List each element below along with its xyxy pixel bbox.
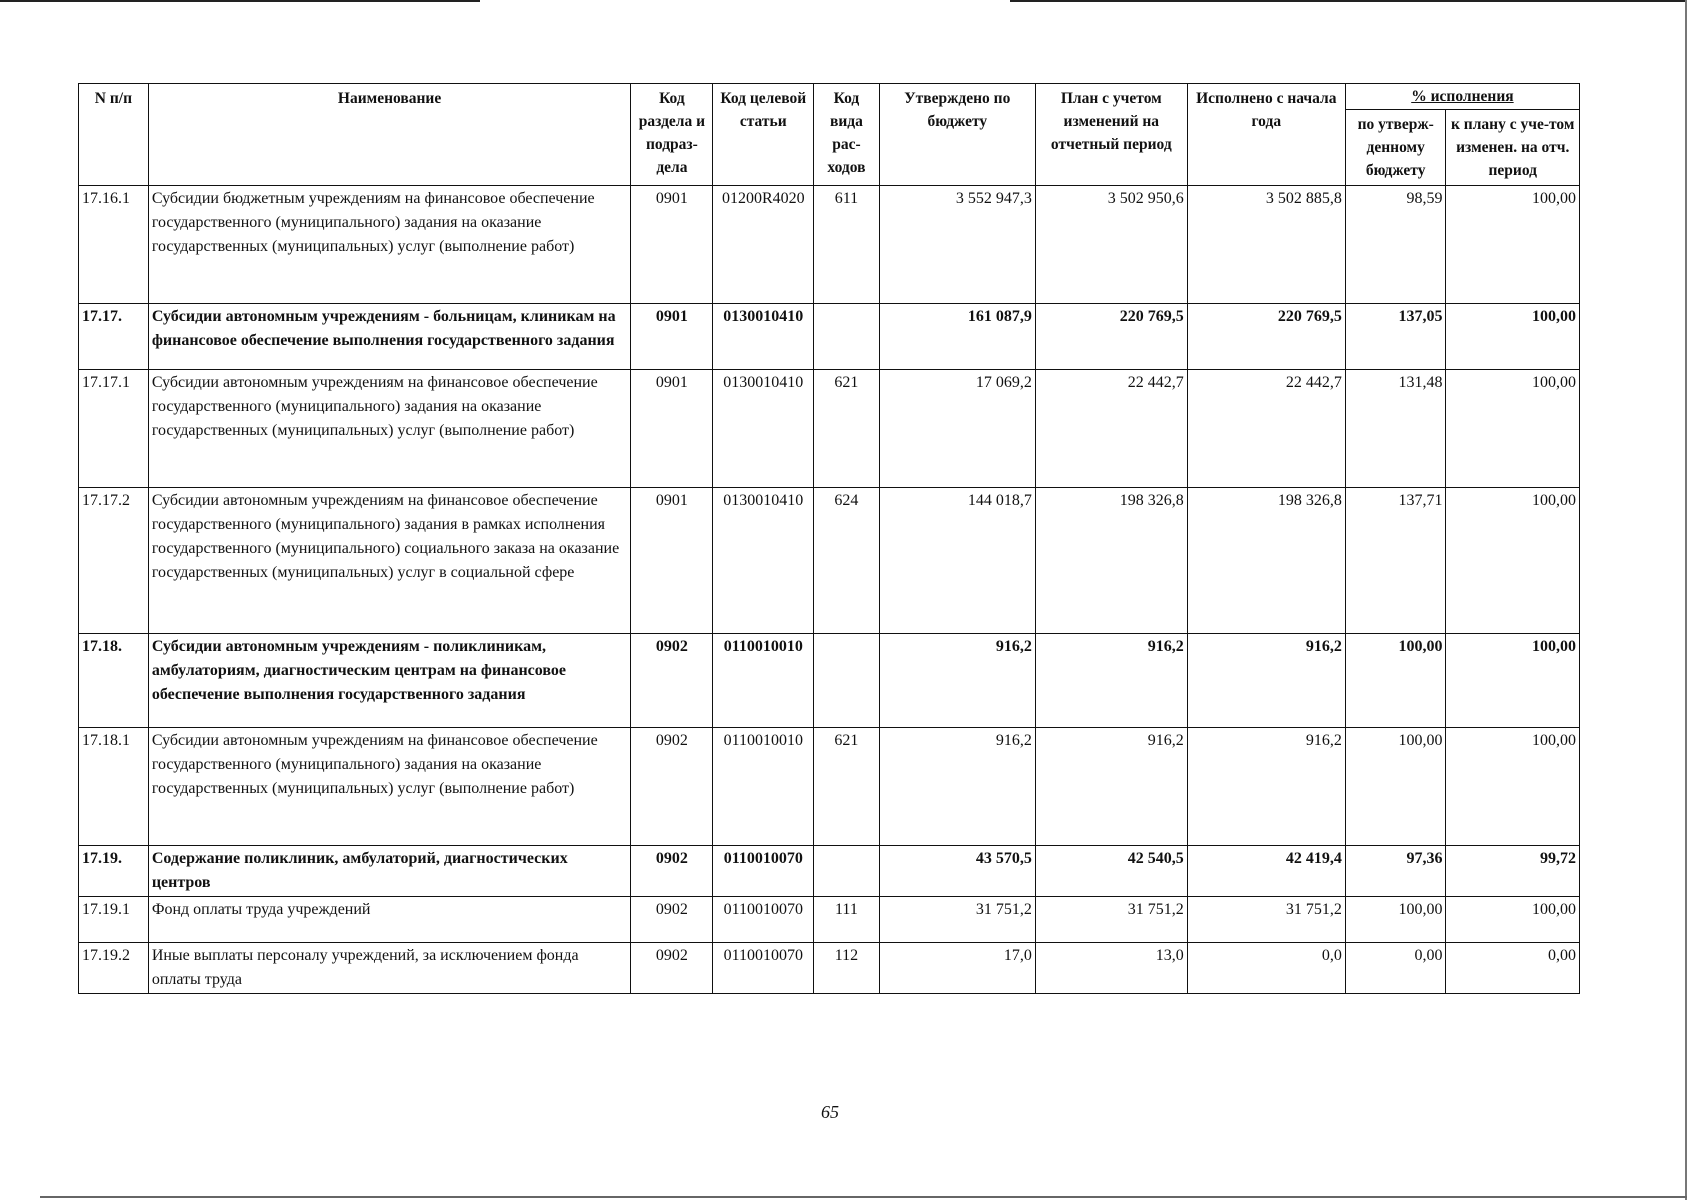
table-row	[79, 304, 1580, 370]
row-executed: 916,2	[1187, 634, 1345, 728]
row-name: Субсидии автономным учреждениям на финансовое обеспечение государственного (муниципального) задания в рамках исполнения государственного (муниципального) социального заказа на оказание государственных (муниципальных) услуг в социальной сфере	[148, 488, 631, 634]
header-approved: Утверждено по бюджету	[879, 84, 1035, 186]
row-approved: 17 069,2	[879, 370, 1035, 488]
row-expense-code: 611	[814, 186, 880, 304]
row-number: 17.17.2	[79, 488, 149, 634]
header-pct-approved: по утверж-денному бюджету	[1345, 110, 1446, 186]
row-pct-plan: 0,00	[1446, 943, 1580, 994]
row-executed: 31 751,2	[1187, 897, 1345, 943]
row-pct-plan: 100,00	[1446, 728, 1580, 846]
scan-edge-bottom	[40, 1196, 1687, 1198]
table-row	[79, 943, 1580, 994]
row-section-code: 0901	[631, 186, 713, 304]
row-approved: 161 087,9	[879, 304, 1035, 370]
row-number: 17.18.1	[79, 728, 149, 846]
row-number: 17.19.1	[79, 897, 149, 943]
header-pct-plan: к плану с уче-том изменен. на отч. период	[1446, 110, 1580, 186]
row-name: Содержание поликлиник, амбулаторий, диагностических центров	[148, 846, 631, 897]
row-pct-approved: 100,00	[1345, 897, 1446, 943]
row-plan: 198 326,8	[1035, 488, 1187, 634]
row-section-code: 0902	[631, 846, 713, 897]
row-pct-plan: 100,00	[1446, 488, 1580, 634]
header-plan: План с учетом изменений на отчетный период	[1035, 84, 1187, 186]
table-row	[79, 846, 1580, 897]
table-row	[79, 488, 1580, 634]
row-executed: 42 419,4	[1187, 846, 1345, 897]
row-executed: 3 502 885,8	[1187, 186, 1345, 304]
row-plan: 31 751,2	[1035, 897, 1187, 943]
row-section-code: 0901	[631, 370, 713, 488]
row-target-code: 01200R4020	[713, 186, 814, 304]
header-name: Наименование	[148, 84, 631, 186]
row-executed: 220 769,5	[1187, 304, 1345, 370]
row-section-code: 0902	[631, 943, 713, 994]
row-section-code: 0902	[631, 634, 713, 728]
header-percent-group: % исполнения	[1345, 84, 1579, 110]
row-pct-approved: 98,59	[1345, 186, 1446, 304]
row-approved: 916,2	[879, 728, 1035, 846]
row-expense-code: 624	[814, 488, 880, 634]
row-target-code: 0110010070	[713, 897, 814, 943]
row-plan: 13,0	[1035, 943, 1187, 994]
row-pct-approved: 137,05	[1345, 304, 1446, 370]
row-target-code: 0130010410	[713, 304, 814, 370]
row-number: 17.19.2	[79, 943, 149, 994]
row-expense-code: 112	[814, 943, 880, 994]
table-header	[79, 84, 1580, 186]
row-approved: 43 570,5	[879, 846, 1035, 897]
row-section-code: 0901	[631, 304, 713, 370]
row-approved: 916,2	[879, 634, 1035, 728]
row-pct-approved: 0,00	[1345, 943, 1446, 994]
row-plan: 916,2	[1035, 634, 1187, 728]
header-target-code: Код целевой статьи	[713, 84, 814, 186]
row-expense-code	[814, 846, 880, 897]
header-executed: Исполнено с начала года	[1187, 84, 1345, 186]
row-executed: 0,0	[1187, 943, 1345, 994]
row-pct-plan: 100,00	[1446, 897, 1580, 943]
table-row	[79, 370, 1580, 488]
row-name: Иные выплаты персоналу учреждений, за исключением фонда оплаты труда	[148, 943, 631, 994]
row-number: 17.17.1	[79, 370, 149, 488]
row-executed: 22 442,7	[1187, 370, 1345, 488]
row-target-code: 0110010010	[713, 728, 814, 846]
row-approved: 3 552 947,3	[879, 186, 1035, 304]
row-name: Субсидии автономным учреждениям - поликлиникам, амбулаториям, диагностическим центрам на финансовое обеспечение выполнения государственного задания	[148, 634, 631, 728]
row-pct-plan: 100,00	[1446, 304, 1580, 370]
table-row	[79, 634, 1580, 728]
row-approved: 31 751,2	[879, 897, 1035, 943]
row-section-code: 0901	[631, 488, 713, 634]
row-section-code: 0902	[631, 897, 713, 943]
row-number: 17.19.	[79, 846, 149, 897]
row-name: Субсидии бюджетным учреждениям на финансовое обеспечение государственного (муниципального) задания на оказание государственных (муниципальных) услуг (выполнение работ)	[148, 186, 631, 304]
row-expense-code: 111	[814, 897, 880, 943]
row-pct-plan: 100,00	[1446, 634, 1580, 728]
row-plan: 22 442,7	[1035, 370, 1187, 488]
row-plan: 3 502 950,6	[1035, 186, 1187, 304]
row-number: 17.17.	[79, 304, 149, 370]
row-approved: 144 018,7	[879, 488, 1035, 634]
table-body	[79, 186, 1580, 994]
row-name: Субсидии автономным учреждениям - больницам, клиникам на финансовое обеспечение выполнения государственного задания	[148, 304, 631, 370]
table-row	[79, 897, 1580, 943]
row-target-code: 0130010410	[713, 370, 814, 488]
budget-execution-table	[78, 83, 1580, 994]
row-name: Фонд оплаты труда учреждений	[148, 897, 631, 943]
row-name: Субсидии автономным учреждениям на финансовое обеспечение государственного (муниципального) задания на оказание государственных (муниципальных) услуг (выполнение работ)	[148, 370, 631, 488]
scan-edge-top-right	[1010, 0, 1687, 2]
header-num: N п/п	[79, 84, 149, 186]
row-target-code: 0110010010	[713, 634, 814, 728]
scan-edge-top-left	[0, 0, 480, 2]
table-row	[79, 728, 1580, 846]
row-pct-plan: 100,00	[1446, 370, 1580, 488]
row-target-code: 0110010070	[713, 846, 814, 897]
row-plan: 42 540,5	[1035, 846, 1187, 897]
header-expense-code: Код вида рас-ходов	[814, 84, 880, 186]
row-pct-plan: 100,00	[1446, 186, 1580, 304]
row-pct-plan: 99,72	[1446, 846, 1580, 897]
row-executed: 916,2	[1187, 728, 1345, 846]
row-number: 17.18.	[79, 634, 149, 728]
row-executed: 198 326,8	[1187, 488, 1345, 634]
row-plan: 916,2	[1035, 728, 1187, 846]
row-number: 17.16.1	[79, 186, 149, 304]
header-section-code: Код раздела и подраз-дела	[631, 84, 713, 186]
row-pct-approved: 100,00	[1345, 634, 1446, 728]
row-expense-code	[814, 304, 880, 370]
row-name: Субсидии автономным учреждениям на финансовое обеспечение государственного (муниципального) задания на оказание государственных (муниципальных) услуг (выполнение работ)	[148, 728, 631, 846]
row-pct-approved: 137,71	[1345, 488, 1446, 634]
row-expense-code: 621	[814, 728, 880, 846]
row-expense-code	[814, 634, 880, 728]
page-number: 65	[821, 1102, 839, 1122]
table-row	[79, 186, 1580, 304]
row-pct-approved: 131,48	[1345, 370, 1446, 488]
row-plan: 220 769,5	[1035, 304, 1187, 370]
row-expense-code: 621	[814, 370, 880, 488]
row-pct-approved: 97,36	[1345, 846, 1446, 897]
row-pct-approved: 100,00	[1345, 728, 1446, 846]
row-section-code: 0902	[631, 728, 713, 846]
row-approved: 17,0	[879, 943, 1035, 994]
row-target-code: 0110010070	[713, 943, 814, 994]
row-target-code: 0130010410	[713, 488, 814, 634]
